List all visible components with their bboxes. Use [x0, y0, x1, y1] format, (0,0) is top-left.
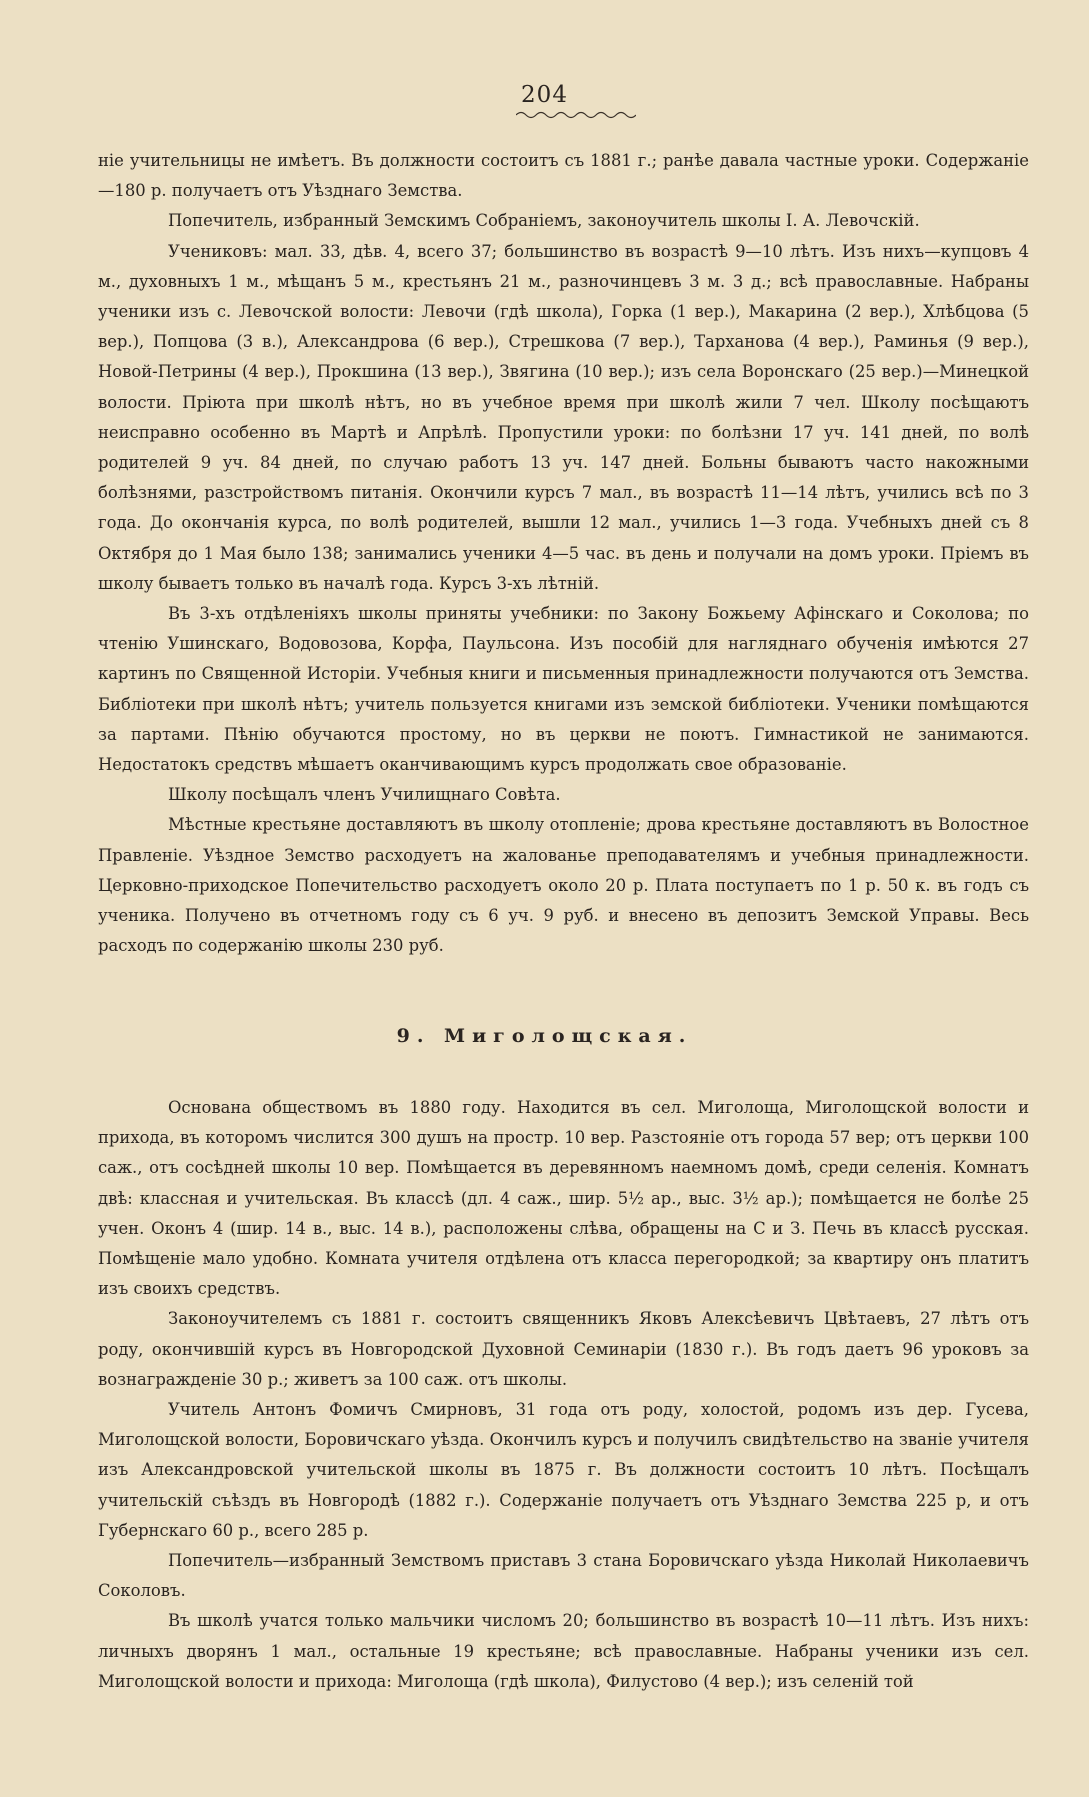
paragraph: Въ 3-хъ отдѣленіяхъ школы приняты учебники: по Закону Божьему Афінскаго и Соколова; по чтенію Ушинскаго, Водовозова, Корфа, Паульсона. Изъ пособій для нагляднаго обученія имѣются 27 картинъ по Священной Исторіи. Учебныя книги и письменныя принадлежности получаются отъ Земства. Библіотеки при школѣ нѣтъ; учитель пользуется книгами изъ земской библіотеки. Ученики помѣщаются за партами. Пѣнію обучаются простому, но въ церкви не поютъ. Гимнастикой не занимаются. Недостатокъ средствъ мѣшаетъ оканчивающимъ курсъ продолжать свое образованіе.: [98, 604, 1029, 775]
paragraph: Попечитель, избранный Земскимъ Собраніемъ, законоучитель школы І. А. Левочскій.: [168, 211, 920, 231]
paragraph: Законоучителемъ съ 1881 г. состоитъ священникъ Яковъ Алексѣевичъ Цвѣтаевъ, 27 лѣтъ отъ роду, окончившій курсъ въ Новгородской Духовной Семинаріи (1830 г.). Въ годъ даетъ 96 уроковъ за вознагражденіе 30 р.; живетъ за 100 саж. отъ школы.: [98, 1309, 1029, 1389]
paragraph: Учениковъ: мал. 33, дѣв. 4, всего 37; большинство въ возрастѣ 9—10 лѣтъ. Изъ нихъ—купцовъ 4 м., духовныхъ 1 м., мѣщанъ 5 м., крестьянъ 21 м., разночинцевъ 3 м. 3 д.; всѣ православные. Набраны ученики изъ с. Левочской волости: Левочи (гдѣ школа), Горка (1 вер.), Макарина (2 вер.), Хлѣбцова (5 вер.), Попцова (3 в.), Александрова (6 вер.), Стрешкова (7 вер.), Тарханова (4 вер.), Раминья (9 вер.), Новой-Петрины (4 вер.), Прокшина (13 вер.), Звягина (10 вер.); изъ села Воронскаго (25 вер.)—Минецкой волости. Пріюта при школѣ нѣтъ, но въ учебное время при школѣ жили 7 чел. Школу посѣщаютъ неисправно особенно въ Мартѣ и Апрѣлѣ. Пропустили уроки: по болѣзни 17 уч. 141 дней, по волѣ родителей 9 уч. 84 дней, по случаю работъ 13 уч. 147 дней. Больны бываютъ часто накожными болѣзнями, разстройствомъ питанія. Окончили курсъ 7 мал., въ возрастѣ 11—14 лѣтъ, учились всѣ по 3 года. До окончанія курса, по волѣ родителей, вышли 12 мал., учились 1—3 года. Учебныхъ дней съ 8 Октября до 1 Мая было 138; занимались ученики 4—5 час. въ день и получали на домъ уроки. Пріемъ въ школу бываетъ только въ началѣ года. Курсъ 3-хъ лѣтній.: [98, 241, 1029, 593]
paragraph: Основана обществомъ въ 1880 году. Находится въ сел. Миголоща, Миголощской волости и прихода, въ которомъ числится 300 душъ на простр. 10 вер. Разстояніе отъ города 57 вер; отъ церкви 100 саж., отъ сосѣдней школы 10 вер. Помѣщается въ деревянномъ наемномъ домѣ, среди селенія. Комнатъ двѣ: классная и учительская. Въ классѣ (дл. 4 саж., шир. 5½ ар., выс. 3½ ар.); помѣщается не болѣе 25 учен. Оконъ 4 (шир. 14 в., выс. 14 в.), расположены слѣва, обращены на С и З. Печь въ классѣ русская. Помѣщеніе мало удобно. Комната учителя отдѣлена отъ класса перегородкой; за квартиру онъ платитъ изъ своихъ средствъ.: [98, 1098, 1029, 1299]
wavy-ornament-icon: [516, 110, 636, 120]
paragraph: Попечитель—избранный Земствомъ приставъ 3 стана Боровичскаго уѣзда Николай Николаевичъ Соколовъ.: [98, 1551, 1029, 1601]
page-number: 204: [521, 82, 568, 108]
paragraph: Въ школѣ учатся только мальчики числомъ 20; большинство въ возрастѣ 10—11 лѣтъ. Изъ нихъ: личныхъ дворянъ 1 мал., остальные 19 крестьяне; всѣ православные. Набраны ученики изъ сел. Миголощской волости и прихода: Миголоща (гдѣ школа), Филустово (4 вер.); изъ селеній той: [98, 1611, 1029, 1691]
section-heading: 9. Миголощская.: [396, 1025, 693, 1047]
paragraph: ніе учительницы не имѣетъ. Въ должности состоитъ съ 1881 г.; ранѣе давала частные уроки. Содержаніе—180 р. получаетъ отъ Уѣзднаго Земства.: [98, 151, 1029, 201]
section-top: [98, 146, 1029, 961]
paragraph: Мѣстные крестьяне доставляютъ въ школу отопленіе; дрова крестьяне доставляютъ въ Волостное Правленіе. Уѣздное Земство расходуетъ на жалованье преподавателямъ и учебныя принадлежности. Церковно-приходское Попечительство расходуетъ около 20 р. Плата поступаетъ по 1 р. 50 к. въ годъ съ ученика. Получено въ отчетномъ году съ 6 уч. 9 руб. и внесено въ депозитъ Земской Управы. Весь расходъ по содержанію школы 230 руб.: [98, 815, 1029, 956]
section-bottom: [98, 1093, 1029, 1697]
paragraph: Школу посѣщалъ членъ Училищнаго Совѣта.: [168, 785, 561, 805]
paragraph: Учитель Антонъ Фомичъ Смирновъ, 31 года отъ роду, холостой, родомъ изъ дер. Гусева, Миголощской волости, Боровичскаго уѣзда. Окончилъ курсъ и получилъ свидѣтельство на званіе учителя изъ Александровской учительской школы въ 1875 г. Въ должности состоитъ 10 лѣтъ. Посѣщалъ учительскій съѣздъ въ Новгородѣ (1882 г.). Содержаніе получаетъ отъ Уѣзднаго Земства 225 р, и отъ Губернскаго 60 р., всего 285 р.: [98, 1400, 1029, 1540]
